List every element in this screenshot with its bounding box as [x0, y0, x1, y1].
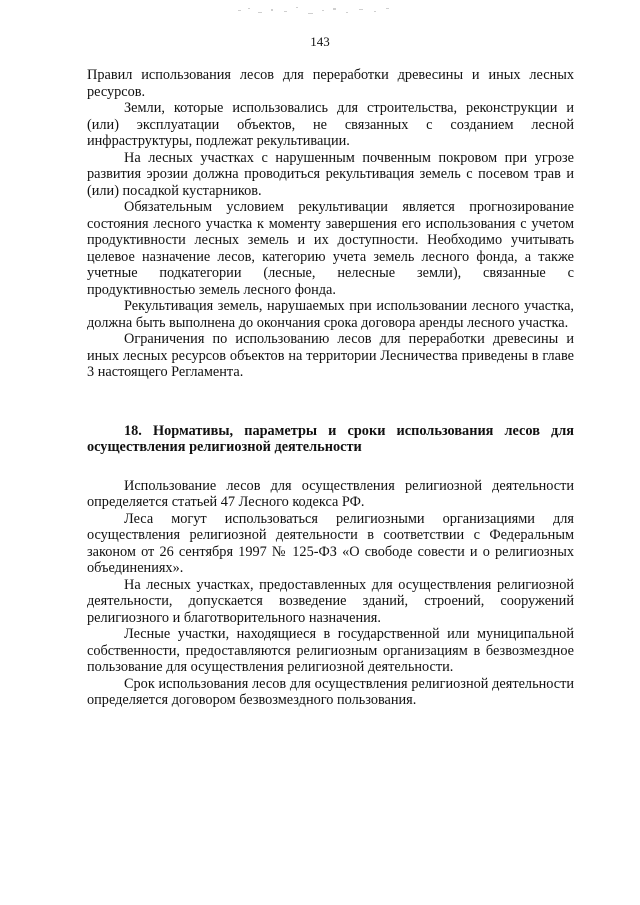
paragraph: Правил использования лесов для переработки древесины и иных лесных ресурсов.: [87, 67, 574, 100]
paragraph: На лесных участках с нарушенным почвенным покровом при угрозе развития эрозии должна проводиться рекультивация земель с посевом трав и (или) посадкой кустарников.: [87, 149, 574, 199]
paragraph: Лесные участки, находящиеся в государственной или муниципальной собственности, предоставляются религиозным организациям в безвозмездное пользование для осуществления религиозной деятельности.: [87, 626, 574, 675]
paragraph: Ограничения по использованию лесов для переработки древесины и иных лесных ресурсов объектов на территории Лесничества приведены в главе 3 настоящего Регламента.: [87, 331, 574, 380]
paragraph: Использование лесов для осуществления религиозной деятельности определяется статьей 47 Лесного кодекса РФ.: [87, 477, 574, 510]
paragraph: Обязательным условием рекультивации является прогнозирование состояния лесного участка к моменту завершения его использования с учетом продуктивности лесных земель и их доступности. Необходимо учитывать целевое назначение лесов, категорию учета земель лесного фонда, а также учетные подкатегории (лесные, нелесные земли), связанные с продуктивностью земель лесного фонда.: [87, 199, 574, 298]
paragraph: Леса могут использоваться религиозными организациями для осуществления религиозной деятельности в соответствии с Федеральным законом от 26 сентября 1997 № 125-ФЗ «О свободе совести и о религиозных объединениях».: [87, 510, 574, 576]
document-body: [87, 67, 574, 709]
paragraph: Рекультивация земель, нарушаемых при использовании лесного участка, должна быть выполнена до окончания срока договора аренды лесного участка.: [87, 298, 574, 331]
scan-noise: [236, 4, 396, 18]
page-number: 143: [310, 34, 330, 49]
paragraph: На лесных участках, предоставленных для осуществления религиозной деятельности, допускается возведение зданий, строений, сооружений религиозного и благотворительного назначения.: [87, 576, 574, 626]
paragraph: Земли, которые использовались для строительства, реконструкции и (или) эксплуатации объектов, не связанных с созданием лесной инфраструктуры, подлежат рекультивации.: [87, 100, 574, 149]
paragraph: Срок использования лесов для осуществления религиозной деятельности определяется договором безвозмездного пользования.: [87, 675, 574, 708]
section-heading: 18. Нормативы, параметры и сроки использования лесов для осуществления религиозной деятельности: [87, 422, 574, 455]
